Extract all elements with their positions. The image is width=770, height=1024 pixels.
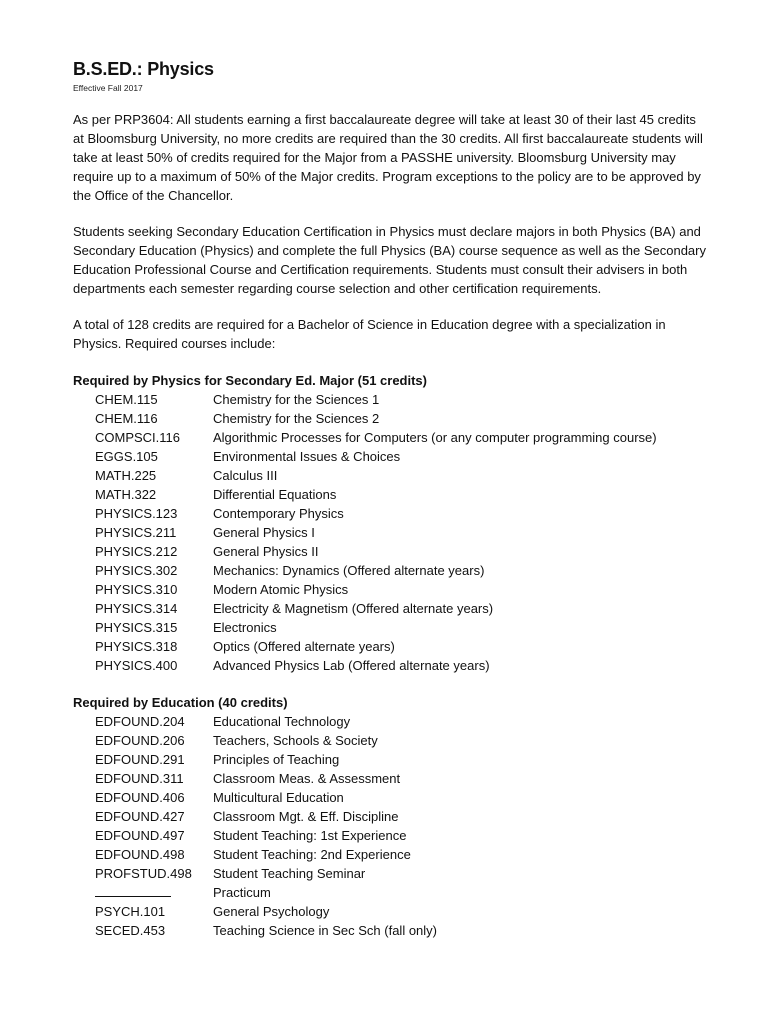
physics-requirements-section (73, 371, 710, 675)
effective-date: Effective Fall 2017 (73, 83, 143, 93)
course-code: EDFOUND.206 (95, 733, 185, 748)
course-code: PROFSTUD.498 (95, 866, 192, 881)
course-row (73, 921, 710, 940)
page-title: B.S.ED.: Physics (73, 59, 214, 79)
course-title: Advanced Physics Lab (Offered alternate years) (213, 658, 490, 673)
course-title: Student Teaching: 2nd Experience (213, 847, 411, 862)
course-title: Chemistry for the Sciences 2 (213, 411, 380, 426)
course-title: Optics (Offered alternate years) (213, 639, 395, 654)
course-row (73, 542, 710, 561)
course-row (73, 864, 710, 883)
course-title: Chemistry for the Sciences 1 (213, 392, 380, 407)
certification-paragraph: Students seeking Secondary Education Certification in Physics must declare majors in both Physics (BA) and Secondary Education (Physics) and complete the full Physics (BA) course sequence as well as the Secondary Education Professional Course and Certification requirements. Students must consult their advisers in both departments each semester regarding course selection and other certification requirements. (73, 224, 706, 296)
course-row (73, 656, 710, 675)
course-row (73, 618, 710, 637)
education-section-heading: Required by Education (40 credits) (73, 695, 288, 710)
course-row (73, 902, 710, 921)
course-title: Principles of Teaching (213, 752, 340, 767)
course-code: EGGS.105 (95, 449, 158, 464)
course-row (73, 750, 710, 769)
course-code: PHYSICS.318 (95, 639, 178, 654)
course-code: PHYSICS.211 (95, 525, 177, 540)
course-title: Teaching Science in Sec Sch (fall only) (213, 923, 438, 938)
course-title: Educational Technology (213, 714, 351, 729)
course-title: Algorithmic Processes for Computers (or any computer programming course) (213, 430, 657, 445)
course-row (73, 845, 710, 864)
policy-paragraph: As per PRP3604: All students earning a first baccalaureate degree will take at least 30 of their last 45 credits at Bloomsburg University, no more credits are required than the 30 credits. All first baccalaureate students will take at least 50% of credits required for the Major from a PASSHE university. Bloomsburg University may require up to a maximum of 50% of the Major credits. Program exceptions to the policy are to be approved by the Office of the Chancellor. (73, 112, 703, 203)
course-row (73, 409, 710, 428)
course-row (73, 731, 710, 750)
course-title: Student Teaching: 1st Experience (213, 828, 407, 843)
education-requirements-section (73, 693, 710, 940)
course-row (73, 788, 710, 807)
course-title: Teachers, Schools & Society (213, 733, 378, 748)
course-code: EDFOUND.498 (95, 847, 185, 862)
course-title: Student Teaching Seminar (213, 866, 366, 881)
course-row (73, 447, 710, 466)
blank-course-line (95, 883, 171, 897)
course-title: General Physics II (213, 544, 319, 559)
course-row (73, 504, 710, 523)
course-code: CHEM.115 (95, 392, 158, 407)
course-code: EDFOUND.204 (95, 714, 185, 729)
course-code (73, 883, 213, 902)
course-code: EDFOUND.311 (95, 771, 184, 786)
course-row (73, 807, 710, 826)
course-title: Modern Atomic Physics (213, 582, 349, 597)
course-row (73, 599, 710, 618)
course-code: PHYSICS.314 (95, 601, 178, 616)
course-title: General Physics I (213, 525, 315, 540)
course-title: Classroom Mgt. & Eff. Discipline (213, 809, 399, 824)
course-row (73, 769, 710, 788)
course-title: Environmental Issues & Choices (213, 449, 401, 464)
physics-course-list (73, 390, 710, 675)
course-code: PHYSICS.400 (95, 658, 178, 673)
course-title: Multicultural Education (213, 790, 344, 805)
course-code: EDFOUND.427 (95, 809, 185, 824)
course-code: EDFOUND.497 (95, 828, 185, 843)
course-row (73, 523, 710, 542)
course-row (73, 485, 710, 504)
course-row (73, 466, 710, 485)
course-title: Electronics (213, 620, 277, 635)
course-code: PHYSICS.302 (95, 563, 178, 578)
course-code: SECED.453 (95, 923, 166, 938)
course-code: PHYSICS.212 (95, 544, 178, 559)
course-title: General Psychology (213, 904, 330, 919)
course-code: MATH.322 (95, 487, 157, 502)
course-row (73, 390, 710, 409)
course-code: PHYSICS.123 (95, 506, 178, 521)
course-row (73, 826, 710, 845)
course-title: Contemporary Physics (213, 506, 344, 521)
course-code: CHEM.116 (95, 411, 158, 426)
course-code: COMPSCI.116 (95, 430, 181, 445)
course-row (73, 428, 710, 447)
course-title: Calculus III (213, 468, 278, 483)
course-row (73, 883, 710, 902)
course-row (73, 561, 710, 580)
course-row (73, 637, 710, 656)
physics-section-heading: Required by Physics for Secondary Ed. Major (51 credits) (73, 373, 427, 388)
course-row (73, 580, 710, 599)
course-code: PHYSICS.310 (95, 582, 178, 597)
course-title: Practicum (213, 885, 271, 900)
course-row (73, 712, 710, 731)
course-title: Classroom Meas. & Assessment (213, 771, 401, 786)
course-code: EDFOUND.291 (95, 752, 185, 767)
course-title: Electricity & Magnetism (Offered alternate years) (213, 601, 494, 616)
education-course-list (73, 712, 710, 940)
course-code: PHYSICS.315 (95, 620, 178, 635)
course-code: PSYCH.101 (95, 904, 166, 919)
course-title: Differential Equations (213, 487, 337, 502)
credits-paragraph: A total of 128 credits are required for a Bachelor of Science in Education degree with a specialization in Physics. Required courses include: (73, 317, 666, 351)
course-code: MATH.225 (95, 468, 157, 483)
course-code: EDFOUND.406 (95, 790, 185, 805)
course-title: Mechanics: Dynamics (Offered alternate years) (213, 563, 485, 578)
